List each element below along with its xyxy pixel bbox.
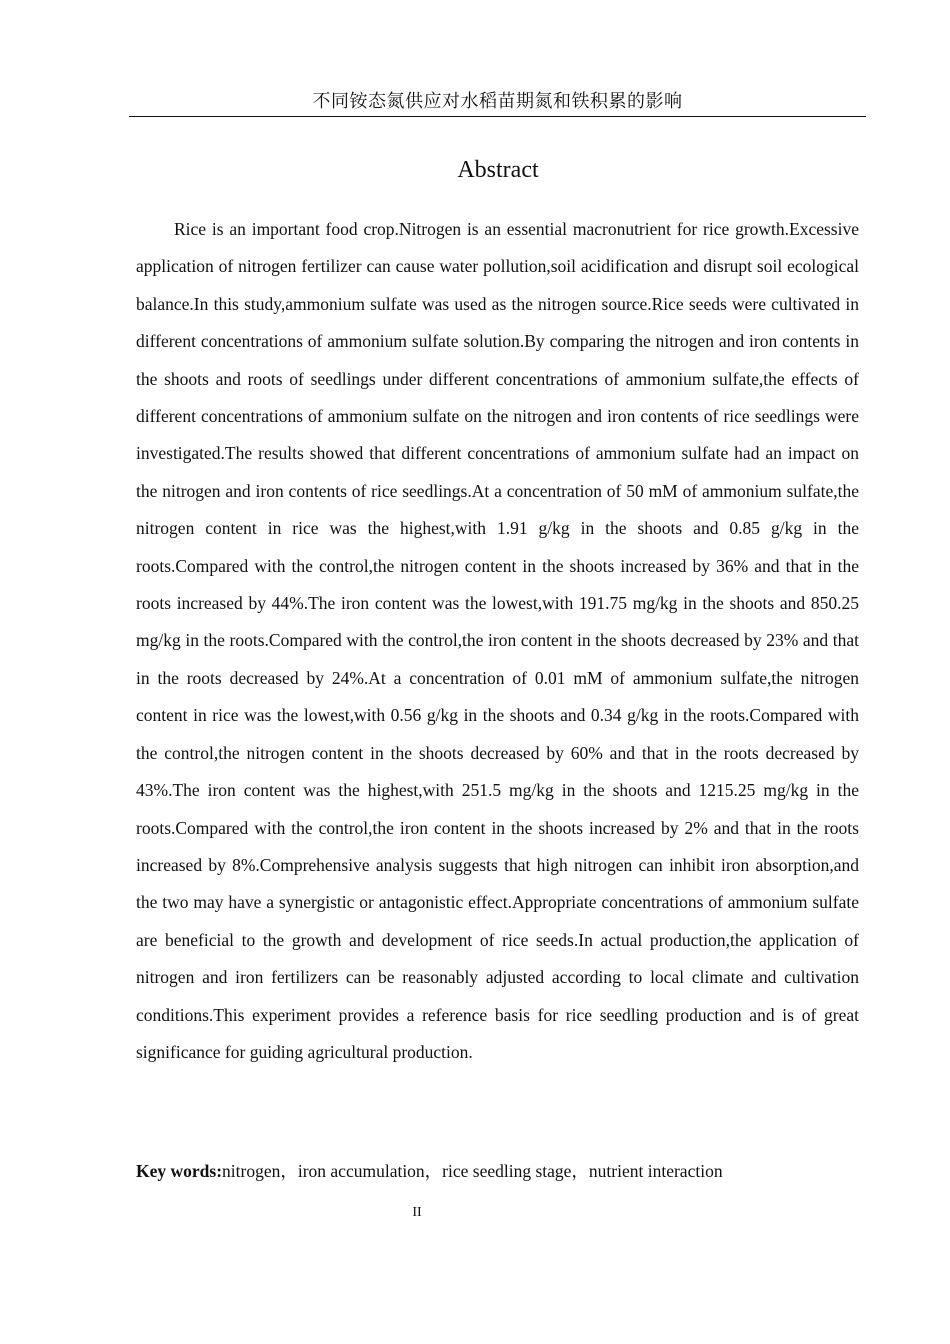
abstract-title: Abstract bbox=[457, 157, 539, 183]
keywords-text: nitrogen，iron accumulation，rice seedling stage，nutrient interaction bbox=[222, 1161, 723, 1181]
abstract-body: Rice is an important food crop.Nitrogen is an essential macronutrient for rice growth.Excessive application of nitrogen fertilizer can cause water pollution,soil acidification and disrupt soil ecological balance.In this study,ammonium sulfate was used as the nitrogen source.Rice seeds were cultivated in different concentrations of ammonium sulfate solution.By comparing the nitrogen and iron contents in the shoots and roots of seedlings under different concentrations of ammonium sulfate,the effects of different concentrations of ammonium sulfate on the nitrogen and iron contents of rice seedlings were investigated.The results showed that different concentrations of ammonium sulfate had an impact on the nitrogen and iron contents of rice seedlings.At a concentration of 50 mM of ammonium sulfate,the nitrogen content in rice was the highest,with 1.91 g/kg in the shoots and 0.85 g/kg in the roots.Compared with the control,the nitrogen content in the shoots increased by 36% and that in the roots increased by 44%.The iron content was the lowest,with 191.75 mg/kg in the shoots and 850.25 mg/kg in the roots.Compared with the control,the iron content in the shoots decreased by 23% and that in the roots decreased by 24%.At a concentration of 0.01 mM of ammonium sulfate,the nitrogen content in rice was the lowest,with 0.56 g/kg in the shoots and 0.34 g/kg in the roots.Compared with the control,the nitrogen content in the shoots decreased by 60% and that in the roots decreased by 43%.The iron content was the highest,with 251.5 mg/kg in the shoots and 1215.25 mg/kg in the roots.Compared with the control,the iron content in the shoots increased by 2% and that in the roots increased by 8%.Comprehensive analysis suggests that high nitrogen can inhibit iron absorption,and the two may have a synergistic or antagonistic effect.Appropriate concentrations of ammonium sulfate are beneficial to the growth and development of rice seeds.In actual production,the application of nitrogen and iron fertilizers can be reasonably adjusted according to local climate and cultivation conditions.This experiment provides a reference basis for rice seedling production and is of great significance for guiding agricultural production. bbox=[136, 219, 859, 1062]
page-number: II bbox=[412, 1205, 422, 1220]
keywords-line bbox=[136, 1156, 859, 1186]
keywords-label: Key words: bbox=[136, 1161, 223, 1181]
running-header: 不同铵态氮供应对水稻苗期氮和铁积累的影响 bbox=[129, 88, 866, 117]
